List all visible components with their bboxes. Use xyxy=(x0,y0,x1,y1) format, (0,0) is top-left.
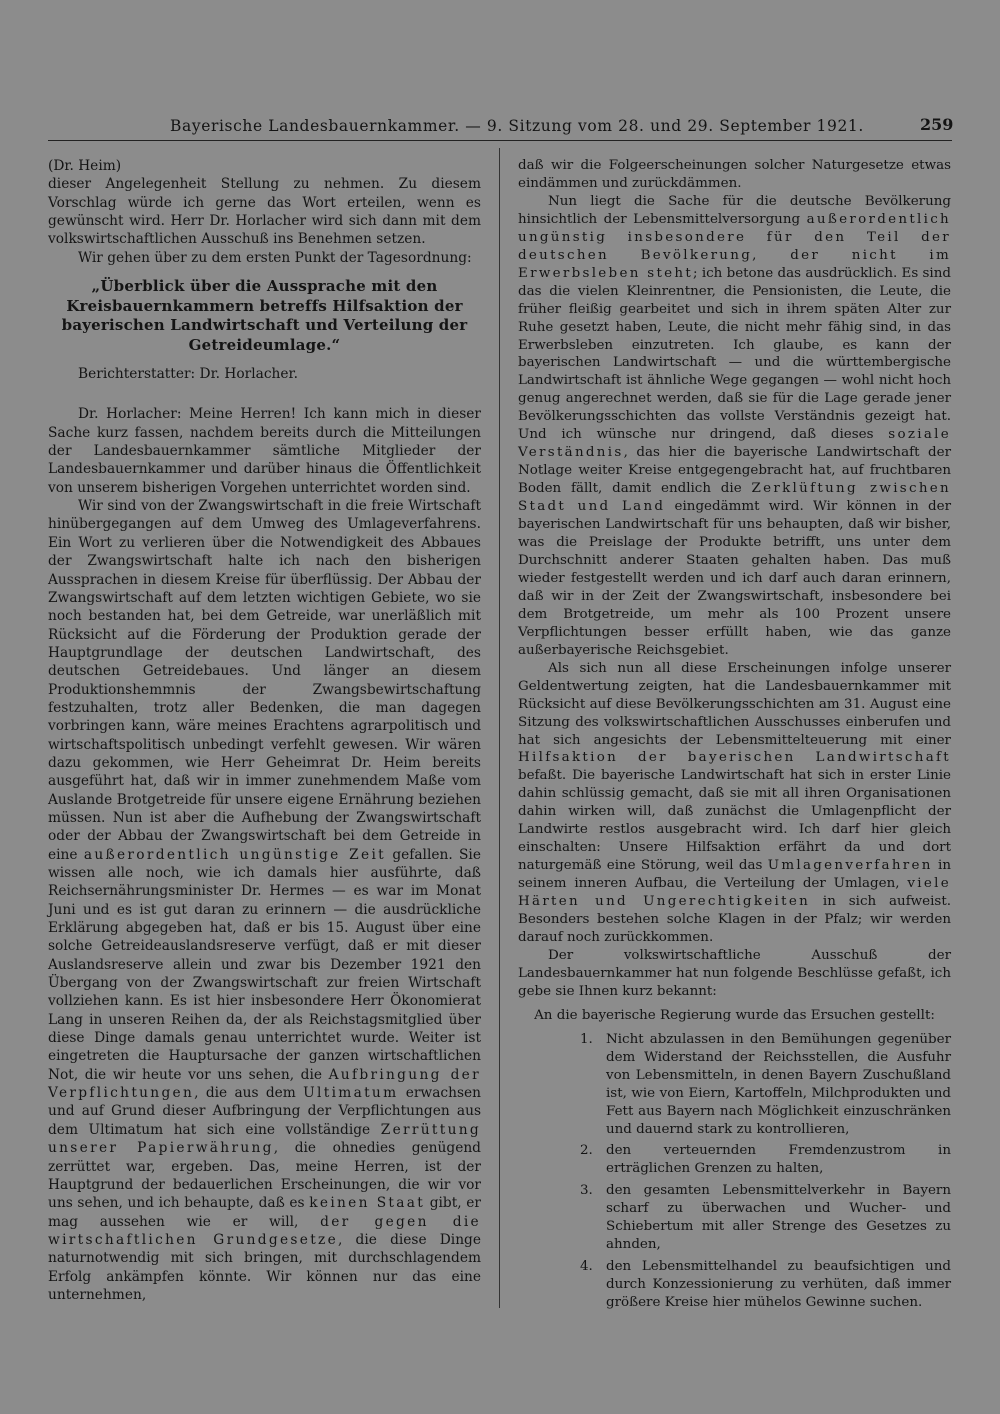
text-run: befaßt. Die bayerische Landwirtschaft hat sich in erster Linie dahin schlüssig gemacht, daß sie mit all ihren Organisationen dahin wirken will, daß zunächst die Umlagenpflicht der Landwirte restlos ausgebracht wird. Ich darf hier gleich einschalten: Unsere Hilfsaktion erfährt da und dort naturgemäß eine Störung, weil das xyxy=(518,768,951,874)
spaced-emphasis: soziale Verständnis xyxy=(518,427,951,461)
text-run: gibt, er mag aussehen wie er will, xyxy=(48,1195,481,1230)
text-run: , die diese Dinge naturnotwendig mit sich bringen, mit durchschlagendem Erfolg ankämpfen könnte. Wir können nur das eine unternehmen, xyxy=(48,1231,481,1303)
header-rule xyxy=(48,140,952,141)
list-item-text: den gesamten Lebensmittelverkehr in Bayern scharf zu überwachen und Wucher- und Schiebertum mit aller Strenge des Gesetzes zu ahnden, xyxy=(606,1183,951,1253)
list-item xyxy=(518,1258,951,1312)
text-run: Nun liegt die Sache für die deutsche Bevölkerung hinsichtlich der Lebensmittelversorgung xyxy=(518,193,951,227)
list-item-number: 2. xyxy=(580,1143,593,1159)
text-run: Wir sind von der Zwangswirtschaft in die freie Wirtschaft hinübergegangen auf dem Umweg des Umlageverfahrens. Ein Wort zu verlieren über die Notwendigkeit des Abbaues der Zwangswirtschaft halte ich nach den bisherigen Aussprachen in diesem Kreise für überflüssig. Der Abbau der Zwangswirtschaft auf dem letzten wichtigen Gebiete, wo sie noch bestanden hat, bei dem Getreide, war unerläßlich mit Rücksicht auf die Förderung der Produktion gerade der Hauptgrundlage der deutschen Landwirtschaft, des deutschen Getreidebaues. Und länger an diesem Produktionshemmnis der Zwangsbewirtschaftung festzuhalten, trotz aller Bedenken, die man dagegen vorbringen kann, wäre meines Erachtens agrarpolitisch und wirtschaftspolitisch unbedingt verfehlt gewesen. Wir wären dazu gekommen, wie Herr Geheimrat Dr. Heim bereits ausgeführt hat, daß wir in immer zunehmendem Maße vom Auslande Brotgetreide für unsere eigene Ernährung beziehen müssen. Nun ist aber die Aufhebung der Zwangswirtschaft oder der Abbau der Zwangswirtschaft bei dem Getreide in eine xyxy=(48,498,481,863)
running-header: Bayerische Landesbauernkammer. — 9. Sitzung vom 28. und 29. September 1921. xyxy=(170,117,864,135)
text-run: Als sich nun all diese Erscheinungen infolge unserer Geldentwertung zeigten, hat die Landesbauernkammer mit Rücksicht auf diese Bevölkerungsschichten am 31. August eine Sitzung des volkswirtschaftlichen Ausschusses einberufen und hat sich angesichts der Lebensmittelteuerung mit einer xyxy=(518,660,951,748)
right-column xyxy=(518,157,951,1316)
paragraph xyxy=(518,193,951,660)
demands-list xyxy=(518,1031,951,1312)
paragraph: dieser Angelegenheit Stellung zu nehmen. Zu diesem Vorschlag würde ich gerne das Wort erteilen, wenn es gewünscht wird. Herr Dr. Horlacher wird sich dann mit dem volkswirtschaftlichen Ausschuß ins Benehmen setzen. xyxy=(48,176,481,248)
spaced-emphasis: Aufbringung der Verpflichtungen xyxy=(48,1066,481,1102)
resolution-intro: An die bayerische Regierung wurde das Ersuchen gestellt: xyxy=(534,1007,935,1023)
text-run: , das hier die bayerische Landwirtschaft der Notlage weiter Kreise entgegengebracht hat, auf fruchtbaren Boden fällt, damit endlich die xyxy=(518,445,951,497)
paragraph: Wir gehen über zu dem ersten Punkt der Tagesordnung: xyxy=(78,249,472,266)
paragraph xyxy=(48,497,481,1304)
list-item xyxy=(518,1182,951,1254)
spaced-emphasis: Ultimatum xyxy=(303,1085,399,1102)
spaced-emphasis: keinen Staat xyxy=(309,1195,426,1212)
spaced-emphasis: Umlagenverfahren xyxy=(767,858,933,874)
list-item-text: den verteuernden Fremdenzustrom in erträglichen Grenzen zu halten, xyxy=(606,1143,951,1177)
list-item xyxy=(518,1142,951,1178)
left-column xyxy=(48,157,481,1304)
text-run: ; ich betone das ausdrücklich. Es sind das die vielen Kleinrentner, die Pensionisten, die Leute, die früher fleißig gearbeitet und sich in ihrem späten Alter zur Ruhe gesetzt haben, Leute, die nicht mehr fähig sind, in das Erwerbsleben einzutreten. Ich glaube, es kann der bayerischen Landwirtschaft — und die württembergische Landwirtschaft ist ähnliche Wege gegangen — wohl nicht hoch genug angerechnet werden, daß sie für die Lage gerade jener Bevölkerungsschichten das vollste Verständnis gezeigt hat. Und ich wünsche nur dringend, daß dieses xyxy=(518,265,951,443)
spaced-emphasis: außerordentlich ungünstige Zeit xyxy=(83,846,386,863)
paragraph xyxy=(518,660,951,947)
text-run: gefallen. Sie wissen alle noch, wie ich damals hier ausführte, daß Reichsernährungsminister Dr. Hermes — es war im Monat Juni und es ist gut daran zu erinnern — die ausdrückliche Erklärung abgegeben hat, daß er bis 15. August über eine solche Getreideauslandsreserve verfügt, daß er mit dieser Auslandsreserve allein und zwar bis Dezember 1921 den Übergang von der Zwangswirtschaft zur freien Wirtschaft vollziehen kann. Es ist hier insbesondere Herr Ökonomierat Lang in unseren Reihen da, der als Reichstagsmitglied über diese Dinge damals genau unterrichtet wurde. Weiter ist eingetreten die Hauptursache der ganzen wirtschaftlichen Not, die wir heute vor uns sehen, die xyxy=(48,846,481,1083)
text-run: , die ohnedies genügend zerrüttet war, ergeben. Das, meine Herren, ist der Hauptgrund der bedauerlichen Erscheinungen, die wir vor uns sehen, und ich behaupte, daß es xyxy=(48,1140,481,1212)
text-run: eingedämmt wird. Wir können in der bayerischen Landwirtschaft für uns behaupten, daß wir bisher, was die Preislage der Produkte betrifft, uns unter dem Durchschnitt anderer Staaten gehalten haben. Das muß wieder festgestellt werden und ich darf auch daran erinnern, daß wir in der Zeit der Zwangswirtschaft, insbesondere bei dem Brotgetreide, um mehr als 100 Prozent unsere Verpflichtungen besser erfüllt haben, wie das ganze außerbayerische Reichsgebiet. xyxy=(518,499,951,658)
list-item-number: 1. xyxy=(580,1031,593,1047)
rapporteur-line: Berichterstatter: Dr. Horlacher. xyxy=(78,366,298,383)
text-run: in seinem inneren Aufbau, die Verteilung der Umlagen, xyxy=(518,858,951,892)
spaced-emphasis: Hilfsaktion der bayerischen Landwirtschaft xyxy=(518,750,951,766)
spaced-emphasis: außerordentlich ungünstig insbesondere für den Teil der deutschen Bevölkerung, der nicht im Erwerbsleben steht xyxy=(518,211,951,281)
paragraph: Dr. Horlacher: Meine Herren! Ich kann mich in dieser Sache kurz fassen, nachdem bereits durch die Mitteilungen der Landesbauernkammer sämtliche Mitglieder der Landesbauernkammer und darüber hinaus die Öffentlichkeit von unserem bisherigen Vorgehen unterrichtet worden sind. xyxy=(48,406,481,496)
spaced-emphasis: Zerklüftung zwischen Stadt und Land xyxy=(518,481,951,515)
list-item-text: Nicht abzulassen in den Bemühungen gegenüber dem Widerstand der Reichsstellen, die Ausfuhr von Lebensmitteln, in denen Bayern Zuschußland ist, wie von Eiern, Kartoffeln, Milchprodukten und Fett aus Bayern nach Möglichkeit einzuschränken und dauernd stark zu kontrollieren, xyxy=(606,1031,951,1137)
column-divider xyxy=(499,148,500,1308)
list-item-number: 4. xyxy=(580,1259,593,1275)
text-run: in sich aufweist. Besonders bestehen solche Klagen in der Pfalz; wir werden darauf noch zurückkommen. xyxy=(518,894,951,945)
spaced-emphasis: der gegen die wirtschaftlichen Grundgesetze xyxy=(48,1213,481,1248)
list-item xyxy=(518,1031,951,1139)
page-number: 259 xyxy=(920,115,954,134)
speaker-tag: (Dr. Heim) xyxy=(48,158,122,174)
list-item-number: 3. xyxy=(580,1183,593,1199)
paragraph: Der volkswirtschaftliche Ausschuß der Landesbauernkammer hat nun folgende Beschlüsse gefaßt, ich gebe sie Ihnen kurz bekannt: xyxy=(518,947,951,999)
text-run: , die aus dem xyxy=(194,1085,304,1102)
spaced-emphasis: viele Härten und Ungerechtigkeiten xyxy=(518,876,951,910)
text-run: erwachsen und auf Grund dieser Aufbringung der Verpflichtungen aus dem Ultimatum hat sich eine vollständige xyxy=(48,1085,482,1138)
list-item-text: den Lebensmittelhandel zu beaufsichtigen und durch Konzessionierung zu verhüten, daß immer größere Kreise hier mühelos Gewinne suchen. xyxy=(606,1259,951,1311)
spaced-emphasis: Zerrüttung unserer Papierwährung xyxy=(48,1121,481,1157)
paragraph: daß wir die Folgeerscheinungen solcher Naturgesetze etwas eindämmen und zurückdämmen. xyxy=(518,158,951,191)
agenda-title: „Überblick über die Aussprache mit den Kreisbauernkammern betreffs Hilfsaktion der bayerischen Landwirtschaft und Verteilung der Getreideumlage.“ xyxy=(61,277,468,354)
